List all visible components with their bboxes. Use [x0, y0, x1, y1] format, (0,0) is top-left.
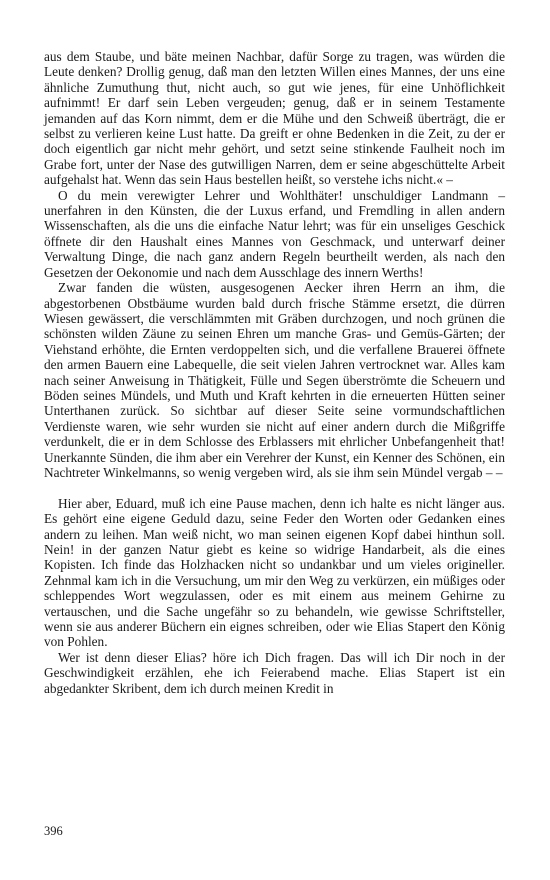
paragraph-2: O du mein verewigter Lehrer und Wohlthäter! unschuldiger Landmann – unerfahren in den Künsten, die der Luxus erfand, und Fremdling in allen andern Wissenschaften, als die uns die einfache Natur lehrt; was für ein unseliges Geschick öffnete dir den Haushalt eines Mannes von Geschmack, und unterwarf deiner Verwaltung Dinge, die nach ganz andern Regeln beurtheilt werden, als nach den Gesetzen der Oekonomie und nach dem Ausschlage des innern Werths! [44, 187, 505, 280]
page-number: 396 [44, 824, 63, 838]
paragraph-4: Hier aber, Eduard, muß ich eine Pause machen, denn ich halte es nicht länger aus. Es gehört eine eigene Geduld dazu, seine Feder den Worten oder Gedanken eines andern zu leihen. Man weiß nicht, wo man seinen eigenen Kopf dabei hinthun soll. Nein! in der ganzen Natur giebt es keine so widrige Handarbeit, als die eines Kopisten. Ich finde das Holzhacken nicht so undankbar und um vieles origineller. Zehnmal kam ich in die Versuchung, um mir den Weg zu verkürzen, ein müßiges oder schleppendes Wort wegzulassen, oder es mit einem aus meinem Gehirne zu vertauschen, und die Sache ungefähr so zu behandeln, wie gewisse Schriftsteller, wenn sie aus anderer Büchern ein eignes schreiben, oder wie Elias Stapert den König von Pohlen. [44, 495, 505, 650]
body-text [44, 49, 505, 696]
paragraph-5: Wer ist denn dieser Elias? höre ich Dich fragen. Das will ich Dir noch in der Geschwindigkeit erzählen, ehe ich Feierabend mache. Elias Stapert ist ein abgedankter Skribent, dem ich durch meinen Kredit in [44, 649, 505, 696]
paragraph-1: aus dem Staube, und bäte meinen Nachbar, dafür Sorge zu tragen, was würden die Leute denken? Drollig genug, daß man den letzten Willen eines Mannes, der uns eine ähnliche Zumuthung thut, nicht auch, so gut wie jenes, für eine Unhöflichkeit aufnimmt! Er darf sein Leben vergeuden; genug, daß er in seinem Testamente jemanden auf das Korn nimmt, dem er die Mühe und den Schweiß überträgt, die er selbst zu verlieren keine Lust hatte. Da greift er ohne Bedenken in die Zeit, zu der er doch eigentlich gar nicht mehr gehört, und setzt seine stinkende Faulheit noch im Grabe fort, unter der Nase des gutwilligen Narren, dem er seine abgeschüttelte Arbeit aufgehalst hat. Wenn das sein Haus bestellen heißt, so verstehe ichs nicht.« – [44, 49, 505, 188]
paragraph-3: Zwar fanden die wüsten, ausgesogenen Aecker ihren Herrn an ihm, die abgestorbenen Obstbäume wurden bald durch frische Stämme ersetzt, die dürren Wiesen gewässert, die verschlämmten mit Gräben durchzogen, und noch grünen die schönsten wilden Zäune zu seinen Ehren um manche Gras- und Gemüs-Gärten; der Viehstand erhöhte, die Ernten verdoppelten sich, und die verfallene Brauerei öffnete den armen Bauern eine Labequelle, die seit vielen Jahren vertrocknet war. Alles kam nach seiner Anweisung in Thätigkeit, Fülle und Segen überströmte die Scheuern und Böden seines Mündels, und Muth und Kraft kehrten in die erneuerten Hütten seiner Unterthanen zurück. So sichtbar auf dieser Seite seine vormundschaftlichen Verdienste waren, wie sehr wurden sie nicht auf einer andern durch die Mißgriffe verdunkelt, die er in dem Schlosse des Erblassers mit ehrlicher Unbefangenheit that! Unerkannte Sünden, die ihm aber ein Verehrer der Kunst, ein Kenner des Schönen, ein Nachtreter Winkelmanns, so wenig vergeben wird, als sie ihm sein Mündel vergab – – [44, 280, 505, 480]
